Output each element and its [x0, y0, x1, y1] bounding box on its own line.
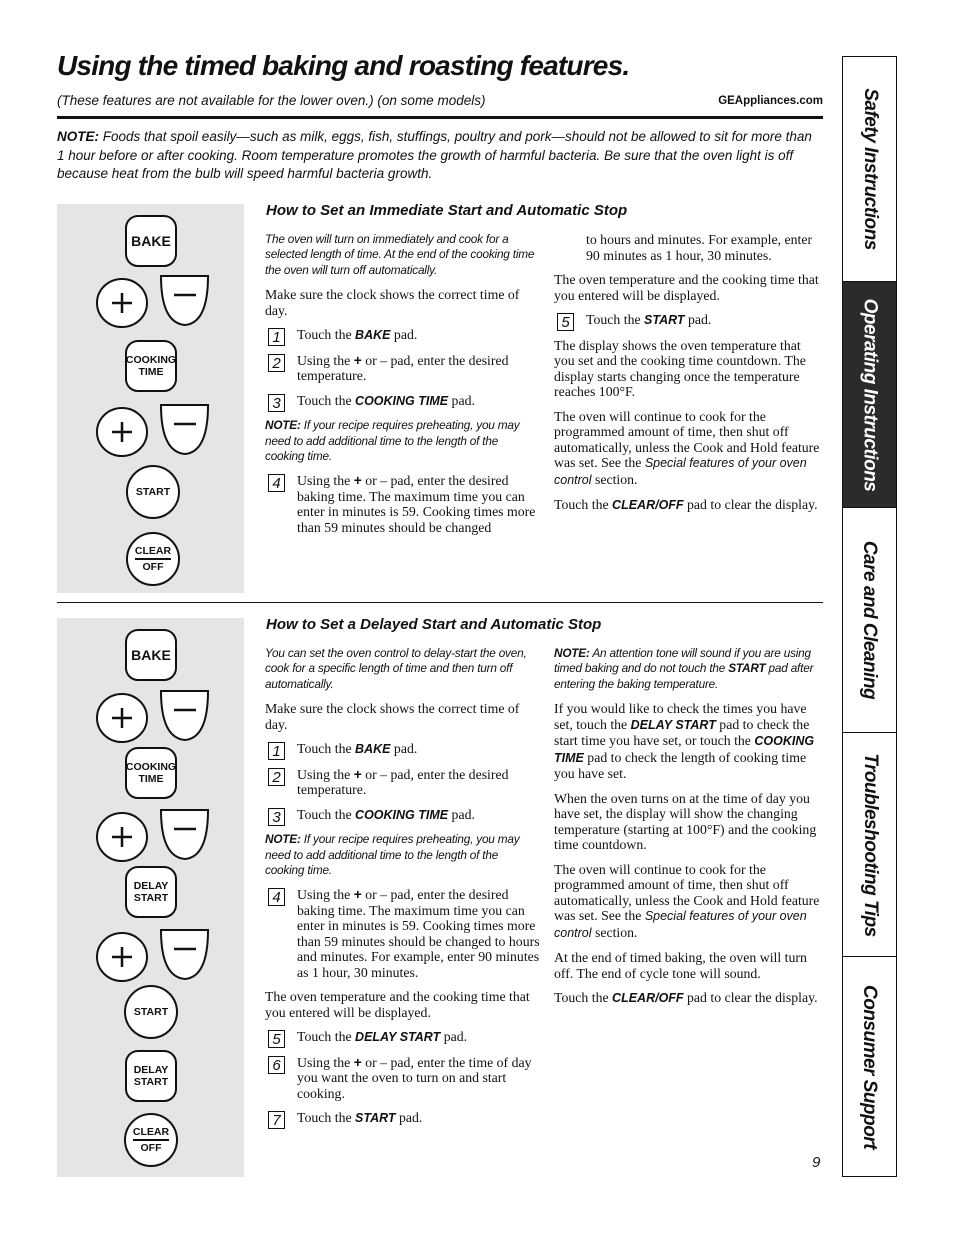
step-number: 1 — [268, 742, 285, 760]
step-3: 3 Touch the COOKING TIME pad. — [265, 393, 540, 410]
step-5: 5 Touch the START pad. — [554, 312, 823, 329]
clear-off-key[interactable]: CLEAR OFF — [126, 532, 180, 586]
step-number: 5 — [268, 1030, 285, 1048]
tab-consumer-support[interactable]: Consumer Support — [859, 984, 881, 1149]
step-4: 4 Using the + or – pad, enter the desired baking time. The maximum time you can enter in minutes is 59. Cooking times more than 59 minutes should be changed to hours and minutes. For example, enter 90 minutes as 1 hour, 30 minutes. — [265, 887, 540, 980]
bake-key[interactable]: BAKE — [125, 215, 177, 267]
header-rule — [57, 116, 823, 119]
tab-care-and-cleaning[interactable]: Care and Cleaning — [859, 540, 881, 700]
plus-minus-keys[interactable] — [95, 273, 210, 328]
step-number: 2 — [268, 354, 285, 372]
immediate-left-column — [265, 232, 540, 544]
control-pad-panel-delayed — [57, 618, 244, 1177]
step-2: 2 Using the + or – pad, enter the desired temperature. — [265, 767, 540, 798]
cooking-time-key[interactable]: COOKING TIME — [125, 340, 177, 392]
continue-text: The oven will continue to cook for the programmed amount of time, then shut off automatically, unless the Cook and Hold feature was set. See the Special features of your oven control section. — [554, 861, 820, 940]
note-label: NOTE: — [57, 129, 99, 144]
continue-text: The oven will continue to cook for the programmed amount of time, then shut off automatically, unless the Cook and Hold feature was set. See the Special features of your oven control section. — [554, 408, 820, 487]
step-number: 3 — [268, 808, 285, 826]
tab-safety-instructions[interactable]: Safety Instructions — [859, 88, 881, 250]
preheat-note: NOTE: If your recipe requires preheating, you may need to add additional time to the length of the cooking time. — [265, 832, 520, 878]
turns-on-text: When the oven turns on at the time of day you have set, the display will show the changing temperature (starting at 100°F) and the cooking time countdown. — [554, 790, 817, 853]
delayed-right-column — [554, 646, 823, 1016]
step-2: 2 Using the + or – pad, enter the desired temperature. — [265, 353, 540, 384]
step-4: 4 Using the + or – pad, enter the desired baking time. The maximum time you can enter in minutes is 59. Cooking times more than 59 minutes should be changed — [265, 473, 540, 535]
section-divider — [57, 602, 823, 603]
step-7: 7 Touch the START pad. — [265, 1110, 540, 1127]
note-text: Foods that spoil easily—such as milk, eggs, fish, stuffings, poultry and pork—should not be allowed to sit for more than 1 hour before or after cooking. Room temperature promotes the growth of harmful bacteria. Be sure that the oven light is off because heat from the bulb will speed harmful bacteria growth. — [57, 129, 812, 181]
step-number: 2 — [268, 768, 285, 786]
intro-text: You can set the oven control to delay-start the oven, cook for a specific length of time and then turn off automatically. — [265, 646, 527, 691]
cooking-time-key[interactable]: COOKING TIME — [125, 747, 177, 799]
step-number: 1 — [268, 328, 285, 346]
section-title-delayed: How to Set a Delayed Start and Automatic Stop — [266, 616, 602, 633]
clear-text: Touch the CLEAR/OFF pad to clear the display. — [554, 497, 818, 512]
attention-tone-note: NOTE: An attention tone will sound if you are using timed baking and do not touch the START pad after entering the baking temperature. — [554, 646, 814, 691]
website-link[interactable]: GEAppliances.com — [718, 95, 823, 107]
step-number: 4 — [268, 474, 285, 492]
clock-instruction: Make sure the clock shows the correct time of day. — [265, 701, 520, 732]
section-title-immediate: How to Set an Immediate Start and Automatic Stop — [266, 202, 628, 219]
control-pad-panel-immediate — [57, 204, 244, 593]
delayed-left-column — [265, 646, 540, 1136]
step-5: 5 Touch the DELAY START pad. — [265, 1029, 540, 1046]
delay-start-key[interactable]: DELAY START — [125, 866, 177, 918]
end-of-baking-text: At the end of timed baking, the oven will turn off. The end of cycle tone will sound. — [554, 950, 807, 981]
clear-text: Touch the CLEAR/OFF pad to clear the display. — [554, 990, 818, 1006]
page-number: 9 — [812, 1154, 821, 1171]
step-number: 7 — [268, 1111, 285, 1129]
step-number: 4 — [268, 888, 285, 906]
step-3: 3 Touch the COOKING TIME pad. — [265, 807, 540, 824]
side-tab-bar — [842, 56, 897, 1177]
displayed-text: The oven temperature and the cooking time that you entered will be displayed. — [554, 272, 819, 303]
step-4-continued: to hours and minutes. For example, enter 90 minutes as 1 hour, 30 minutes. — [586, 232, 813, 263]
plus-minus-keys[interactable] — [95, 807, 210, 862]
step-6: 6 Using the + or – pad, enter the time of day you want the oven to turn on and start cooking. — [265, 1055, 540, 1102]
intro-text: The oven will turn on immediately and cook for a selected length of time. At the end of the cooking time the oven will turn off automatically. — [265, 232, 535, 277]
clock-instruction: Make sure the clock shows the correct time of day. — [265, 287, 520, 318]
page-title: Using the timed baking and roasting features. — [57, 50, 630, 81]
step-1: 1 Touch the BAKE pad. — [265, 741, 540, 758]
check-times-text: If you would like to check the times you have set, touch the DELAY START pad to check the start time you have set, or touch the COOKING TIME pad to check the length of cooking time you have set. — [554, 701, 815, 782]
display-shows-text: The display shows the oven temperature that you set and the cooking time countdown. The display starts changing once the temperature reaches 100°F. — [554, 337, 806, 399]
step-number: 5 — [557, 313, 574, 331]
preheat-note: NOTE: If your recipe requires preheating, you may need to add additional time to the length of the cooking time. — [265, 418, 520, 464]
plus-minus-keys[interactable] — [95, 402, 210, 457]
bake-key[interactable]: BAKE — [125, 629, 177, 681]
tab-troubleshooting-tips[interactable]: Troubleshooting Tips — [859, 752, 881, 937]
plus-minus-keys[interactable] — [95, 688, 210, 743]
page-subtitle: (These features are not available for the lower oven.) (on some models) — [57, 93, 486, 108]
step-1: 1 Touch the BAKE pad. — [265, 327, 540, 344]
displayed-text: The oven temperature and the cooking time that you entered will be displayed. — [265, 989, 530, 1020]
step-number: 6 — [268, 1056, 285, 1074]
immediate-right-column — [554, 232, 823, 523]
clear-off-key[interactable]: CLEAR OFF — [124, 1113, 178, 1167]
food-safety-note — [57, 128, 823, 184]
plus-minus-keys[interactable] — [95, 927, 210, 982]
tab-operating-instructions[interactable]: Operating Instructions — [843, 282, 896, 507]
start-key[interactable]: START — [124, 985, 178, 1039]
step-number: 3 — [268, 394, 285, 412]
delay-start-key[interactable]: DELAY START — [125, 1050, 177, 1102]
start-key[interactable]: START — [126, 465, 180, 519]
